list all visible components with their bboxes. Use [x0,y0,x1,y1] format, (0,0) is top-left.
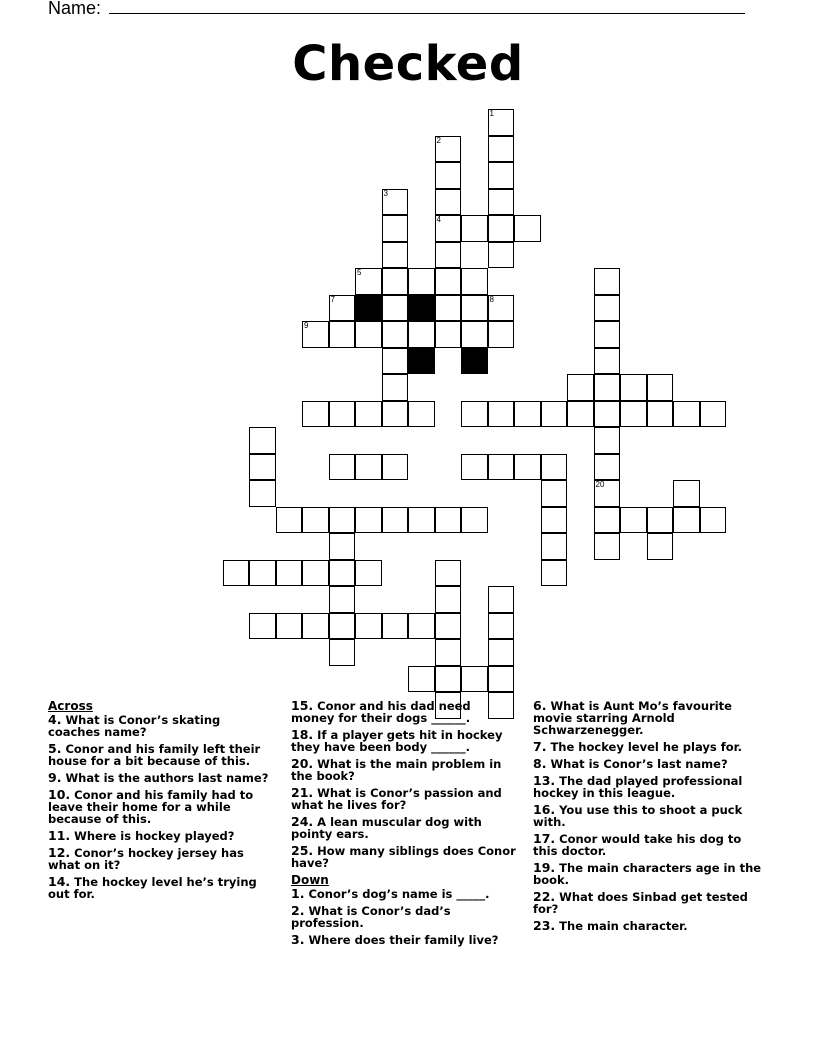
grid-cell[interactable] [673,401,700,428]
clue-num: 22. [533,889,556,904]
grid-cell[interactable] [620,401,647,428]
grid-cell[interactable] [382,295,409,322]
grid-cell[interactable] [567,374,594,401]
grid-cell[interactable] [647,507,674,534]
grid-cell[interactable] [594,454,621,481]
clue [533,804,763,828]
clue-number: 9 [304,321,309,330]
clue-num: 15. [291,698,314,713]
grid-cell[interactable] [329,295,356,322]
clue-num: 7. [533,739,547,754]
grid-cell[interactable] [329,533,356,560]
clue [533,833,763,857]
clue-num: 2. [291,903,305,918]
grid-cell[interactable] [488,401,515,428]
grid-cell[interactable] [329,560,356,587]
grid-cell[interactable] [567,401,594,428]
grid-cell[interactable] [541,401,568,428]
clue-text: Conor and his family left their house for a bit because of this. [48,742,261,768]
clue-text: What is Conor’s skating coaches name? [48,713,221,739]
clue-num: 18. [291,727,314,742]
name-label: Name: [48,0,102,18]
grid-cell[interactable] [355,268,382,295]
clue-text: What is Conor’s dad’s profession. [291,904,451,930]
clue-number: 4 [436,215,441,224]
clue-num: 4. [48,712,62,727]
grid-cell[interactable] [700,507,727,534]
grid-cell[interactable] [488,109,515,136]
clue-text: Where is hockey played? [70,829,235,843]
clue [533,700,763,736]
grid-cell[interactable] [673,480,700,507]
grid-cell[interactable] [276,507,303,534]
grid-cell[interactable] [302,560,329,587]
clue-num: 14. [48,874,71,889]
grid-cell[interactable] [382,348,409,375]
clue-num: 3. [291,932,305,947]
clue-number: 2 [436,135,441,145]
black-square [408,295,435,322]
clue [533,758,763,770]
clue-num: 19. [533,860,556,875]
clue [48,789,273,825]
clue-text: The main characters age in the book. [533,861,762,887]
clue-text: What is Conor’s passion and what he lives for? [291,786,502,812]
clue-num: 1. [291,886,305,901]
clue-num: 5. [48,741,62,756]
clue-num: 23. [533,918,556,933]
clue [291,758,517,782]
grid-cell[interactable] [461,401,488,428]
clue-num: 17. [533,831,556,846]
grid-cell[interactable] [594,295,621,322]
clues-column-1 [48,700,273,905]
grid-cell[interactable] [355,401,382,428]
clue-text: Conor’s hockey jersey has what on it? [48,846,244,872]
grid-cell[interactable] [461,666,488,693]
clue-text: You use this to shoot a puck with. [533,803,743,829]
clues-column-2 [291,700,517,951]
clue-text: Conor’s dog’s name is _____. [304,887,490,901]
grid-cell[interactable] [329,454,356,481]
clue [291,816,517,840]
grid-cell[interactable] [488,215,515,242]
grid-cell[interactable] [541,533,568,560]
clue-text: What does Sinbad get tested for? [533,890,748,916]
across-clue-list-continued [291,700,517,869]
grid-cell[interactable] [276,560,303,587]
clue-text: The main character. [555,919,688,933]
clue-num: 21. [291,785,314,800]
grid-cell[interactable] [249,454,276,481]
clue-text: Where does their family live? [304,933,499,947]
clue-text: What is the main problem in the book? [291,757,502,783]
clue-text: A lean muscular dog with pointy ears. [291,815,482,841]
clue-text: Conor and his dad need money for their dogs ______. [291,699,471,725]
grid-cell[interactable] [382,321,409,348]
grid-cell[interactable] [382,242,409,269]
grid-cell[interactable] [488,666,515,693]
clue-num: 25. [291,843,314,858]
grid-cell[interactable] [435,586,462,613]
grid-cell[interactable] [514,215,541,242]
grid-cell[interactable] [408,507,435,534]
grid-cell[interactable] [249,613,276,640]
grid-cell[interactable] [249,560,276,587]
grid-cell[interactable] [329,639,356,666]
grid-cell[interactable] [673,507,700,534]
grid-cell[interactable] [620,374,647,401]
clue [533,862,763,886]
down-clue-list-continued [533,700,763,932]
grid-cell[interactable] [488,454,515,481]
clue [533,891,763,915]
grid-cell[interactable] [594,348,621,375]
grid-cell[interactable] [382,613,409,640]
clue-text: Conor would take his dog to this doctor. [533,832,742,858]
grid-cell[interactable] [249,427,276,454]
grid-cell[interactable] [488,136,515,163]
clue-text: If a player gets hit in hockey they have been body ______. [291,728,503,754]
clue [48,772,273,784]
grid-cell[interactable] [620,507,647,534]
clue [291,787,517,811]
grid-cell[interactable] [488,162,515,189]
grid-cell[interactable] [461,321,488,348]
clue-num: 9. [48,770,62,785]
puzzle-title: Checked [292,36,524,92]
grid-cell[interactable] [408,321,435,348]
clue-num: 24. [291,814,314,829]
grid-cell[interactable] [382,454,409,481]
grid-cell[interactable] [382,374,409,401]
grid-cell[interactable] [408,613,435,640]
grid-cell[interactable] [355,321,382,348]
grid-cell[interactable] [461,454,488,481]
grid-cell[interactable] [461,268,488,295]
across-heading: Across [48,699,93,713]
grid-cell[interactable] [647,401,674,428]
grid-cell[interactable] [223,560,250,587]
grid-cell[interactable] [461,215,488,242]
grid-cell[interactable] [276,613,303,640]
grid-cell[interactable] [435,639,462,666]
grid-cell[interactable] [355,507,382,534]
grid-cell[interactable] [329,586,356,613]
grid-cell[interactable] [594,480,621,507]
grid-cell[interactable] [355,560,382,587]
grid-cell[interactable] [435,242,462,269]
grid-cell[interactable] [408,268,435,295]
clue-text: What is Conor’s last name? [546,757,728,771]
clue-text: The hockey level he plays for. [546,740,743,754]
clue-num: 12. [48,845,71,860]
clue [291,905,517,929]
grid-cell[interactable] [435,666,462,693]
grid-cell[interactable] [355,454,382,481]
grid-cell[interactable] [329,507,356,534]
grid-cell[interactable] [382,268,409,295]
clue-number: 8 [489,294,494,304]
clue [533,741,763,753]
across-clue-list [48,714,273,900]
clue-text: The hockey level he’s trying out for. [48,875,257,901]
clue-text: How many siblings does Conor have? [291,844,516,870]
grid-cell[interactable] [488,295,515,322]
grid-cell[interactable] [488,586,515,613]
grid-cell[interactable] [488,639,515,666]
grid-cell[interactable] [329,401,356,428]
grid-cell[interactable] [408,666,435,693]
grid-cell[interactable] [594,374,621,401]
grid-cell[interactable] [382,507,409,534]
clue-number: 1 [489,109,494,118]
grid-cell[interactable] [302,401,329,428]
grid-cell[interactable] [329,321,356,348]
grid-cell[interactable] [382,401,409,428]
grid-cell[interactable] [435,613,462,640]
grid-cell[interactable] [647,374,674,401]
grid-cell[interactable] [435,215,462,242]
clue [291,729,517,753]
grid-cell[interactable] [435,136,462,163]
clue [48,743,273,767]
clue [533,775,763,799]
grid-cell[interactable] [594,533,621,560]
clue-text: What is Aunt Mo’s favourite movie starring Arnold Schwarzenegger. [533,699,732,737]
grid-cell[interactable] [514,454,541,481]
clue-number: 3 [383,188,388,198]
down-clue-list [291,888,517,946]
grid-cell[interactable] [488,189,515,216]
grid-cell[interactable] [488,242,515,269]
grid-cell[interactable] [594,507,621,534]
grid-cell[interactable] [435,295,462,322]
grid-cell[interactable] [435,507,462,534]
grid-cell[interactable] [408,401,435,428]
grid-cell[interactable] [435,189,462,216]
grid-cell[interactable] [302,507,329,534]
grid-cell[interactable] [461,507,488,534]
grid-cell[interactable] [302,321,329,348]
black-square [408,348,435,375]
clue-number: 7 [330,294,335,304]
clue [48,847,273,871]
grid-cell[interactable] [647,533,674,560]
clue [291,845,517,869]
clue-num: 10. [48,787,71,802]
clue-num: 11. [48,828,71,843]
clue-num: 16. [533,802,556,817]
grid-cell[interactable] [435,321,462,348]
grid-cell[interactable] [435,268,462,295]
grid-cell[interactable] [435,560,462,587]
clue [291,934,517,946]
clue-text: What is the authors last name? [61,771,269,785]
down-heading: Down [291,873,329,887]
grid-cell[interactable] [700,401,727,428]
clue-number: 5 [357,268,362,277]
clue-number: 20 [595,480,605,489]
black-square [355,295,382,322]
clue-text: Conor and his family had to leave their home for a while because of this. [48,788,254,826]
grid-cell[interactable] [541,480,568,507]
clue [48,830,273,842]
grid-cell[interactable] [382,189,409,216]
grid-cell[interactable] [541,507,568,534]
clue [291,888,517,900]
grid-cell[interactable] [435,162,462,189]
grid-cell[interactable] [355,613,382,640]
clue [291,700,517,724]
black-square [461,348,488,375]
grid-cell[interactable] [488,613,515,640]
grid-cell[interactable] [302,613,329,640]
clue-num: 6. [533,698,547,713]
grid-cell[interactable] [488,321,515,348]
grid-cell[interactable] [594,321,621,348]
clues-column-3 [533,700,763,937]
clue-num: 13. [533,773,556,788]
clue-num: 20. [291,756,314,771]
clue [48,714,273,738]
grid-cell[interactable] [594,427,621,454]
grid-cell[interactable] [594,401,621,428]
clue-text: The dad played professional hockey in this league. [533,774,743,800]
grid-cell[interactable] [541,454,568,481]
grid-cell[interactable] [461,295,488,322]
grid-cell[interactable] [249,480,276,507]
grid-cell[interactable] [382,215,409,242]
grid-cell[interactable] [514,401,541,428]
grid-cell[interactable] [594,268,621,295]
clue [48,876,273,900]
grid-cell[interactable] [541,560,568,587]
clue-num: 8. [533,756,547,771]
clue [533,920,763,932]
grid-cell[interactable] [329,613,356,640]
